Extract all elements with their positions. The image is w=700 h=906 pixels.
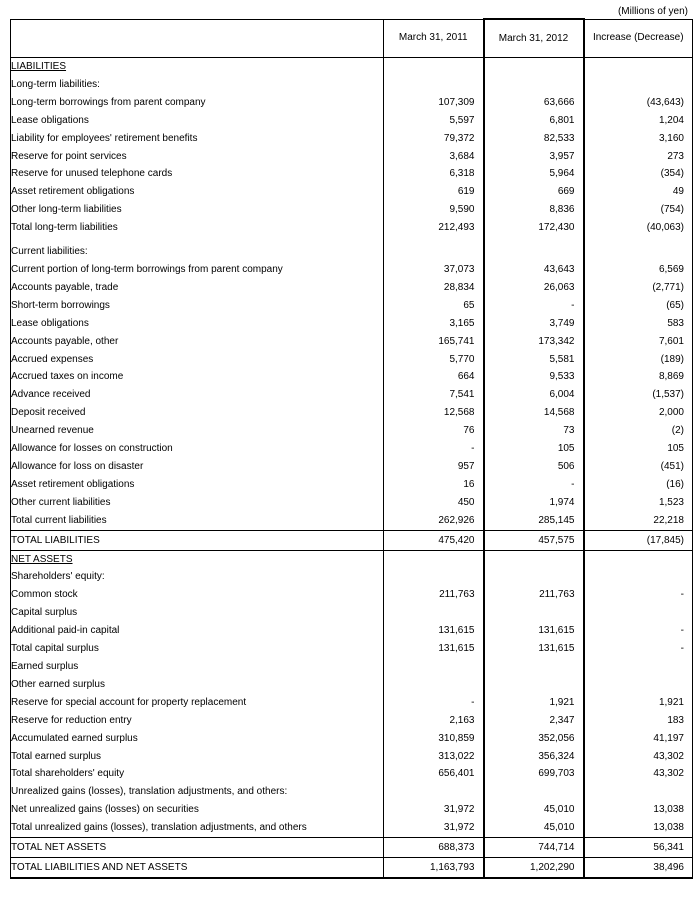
value-2012: 105 xyxy=(484,440,584,458)
group-header-row xyxy=(11,568,693,586)
value-2012: 669 xyxy=(484,183,584,201)
row-label: Other long-term liabilities xyxy=(11,201,384,219)
value-change: 49 xyxy=(584,183,693,201)
row-label: Reserve for reduction entry xyxy=(11,712,384,730)
value-2012: 1,974 xyxy=(484,494,584,512)
table-row xyxy=(11,368,693,386)
row-label: Total capital surplus xyxy=(11,640,384,658)
value-2012: 6,801 xyxy=(484,112,584,130)
value-change: (17,845) xyxy=(584,530,693,550)
table-row xyxy=(11,165,693,183)
value-change xyxy=(584,58,693,76)
value-2011: 76 xyxy=(384,422,484,440)
group-header-row xyxy=(11,658,693,676)
value-2012 xyxy=(484,243,584,261)
row-label: Net unrealized gains (losses) on securities xyxy=(11,801,384,819)
row-label: Reserve for unused telephone cards xyxy=(11,165,384,183)
table-row xyxy=(11,219,693,237)
value-2011: 688,373 xyxy=(384,838,484,858)
table-row xyxy=(11,130,693,148)
value-change: 43,302 xyxy=(584,765,693,783)
table-row xyxy=(11,622,693,640)
group-header-row xyxy=(11,604,693,622)
row-label: Allowance for losses on construction xyxy=(11,440,384,458)
value-2011: 28,834 xyxy=(384,279,484,297)
row-label: Additional paid-in capital xyxy=(11,622,384,640)
row-label: Unrealized gains (losses), translation adjustments, and others: xyxy=(11,783,384,801)
value-2012: 45,010 xyxy=(484,801,584,819)
row-label: Accounts payable, trade xyxy=(11,279,384,297)
value-2011: 475,420 xyxy=(384,530,484,550)
table-row xyxy=(11,148,693,166)
total-row xyxy=(11,838,693,858)
value-2011: 5,770 xyxy=(384,351,484,369)
value-2011: 131,615 xyxy=(384,640,484,658)
row-label: Advance received xyxy=(11,386,384,404)
table-row xyxy=(11,94,693,112)
value-2012 xyxy=(484,550,584,568)
value-2011: 131,615 xyxy=(384,622,484,640)
value-change: 22,218 xyxy=(584,512,693,530)
value-2011: 656,401 xyxy=(384,765,484,783)
value-2011: 619 xyxy=(384,183,484,201)
row-label: Shareholders' equity: xyxy=(11,568,384,586)
table-row xyxy=(11,440,693,458)
value-2011: 3,684 xyxy=(384,148,484,166)
value-2012: 699,703 xyxy=(484,765,584,783)
table-row xyxy=(11,279,693,297)
row-label: Accumulated earned surplus xyxy=(11,730,384,748)
row-label: Accrued taxes on income xyxy=(11,368,384,386)
value-2012 xyxy=(484,76,584,94)
value-change xyxy=(584,568,693,586)
value-change xyxy=(584,550,693,568)
row-label: NET ASSETS xyxy=(11,550,384,568)
header-blank xyxy=(11,19,384,58)
value-2012: 744,714 xyxy=(484,838,584,858)
table-row xyxy=(11,586,693,604)
table-row xyxy=(11,183,693,201)
table-row xyxy=(11,694,693,712)
value-change: 56,341 xyxy=(584,838,693,858)
row-label: Capital surplus xyxy=(11,604,384,622)
row-label: Current portion of long-term borrowings from parent company xyxy=(11,261,384,279)
value-change: 13,038 xyxy=(584,819,693,837)
value-2011: 450 xyxy=(384,494,484,512)
row-label: LIABILITIES xyxy=(11,58,384,76)
value-2012 xyxy=(484,58,584,76)
table-row xyxy=(11,765,693,783)
value-2012: 1,921 xyxy=(484,694,584,712)
value-2011 xyxy=(384,58,484,76)
value-2011: 79,372 xyxy=(384,130,484,148)
value-change: (65) xyxy=(584,297,693,315)
value-change: 273 xyxy=(584,148,693,166)
value-2011: 1,163,793 xyxy=(384,858,484,879)
value-2011: 12,568 xyxy=(384,404,484,422)
table-row xyxy=(11,333,693,351)
value-2012 xyxy=(484,783,584,801)
value-change: 2,000 xyxy=(584,404,693,422)
value-change: 3,160 xyxy=(584,130,693,148)
row-label: Accrued expenses xyxy=(11,351,384,369)
table-row xyxy=(11,640,693,658)
value-change: 1,204 xyxy=(584,112,693,130)
value-2011: 313,022 xyxy=(384,748,484,766)
value-2011: 664 xyxy=(384,368,484,386)
value-change xyxy=(584,676,693,694)
row-label: TOTAL LIABILITIES AND NET ASSETS xyxy=(11,858,384,879)
value-change: (16) xyxy=(584,476,693,494)
row-label: Total shareholders' equity xyxy=(11,765,384,783)
value-change: 7,601 xyxy=(584,333,693,351)
row-label: Lease obligations xyxy=(11,315,384,333)
table-row xyxy=(11,261,693,279)
value-2011: 107,309 xyxy=(384,94,484,112)
value-change: 6,569 xyxy=(584,261,693,279)
table-row xyxy=(11,112,693,130)
group-header-row xyxy=(11,676,693,694)
value-2012: 2,347 xyxy=(484,712,584,730)
value-2012: 82,533 xyxy=(484,130,584,148)
row-label: Total long-term liabilities xyxy=(11,219,384,237)
value-2012: - xyxy=(484,297,584,315)
header-increase-decrease: Increase (Decrease) xyxy=(584,19,693,58)
row-label: Reserve for point services xyxy=(11,148,384,166)
row-label: Liability for employees' retirement benefits xyxy=(11,130,384,148)
value-2011: 262,926 xyxy=(384,512,484,530)
value-2012 xyxy=(484,676,584,694)
value-2012: 5,581 xyxy=(484,351,584,369)
value-2012 xyxy=(484,658,584,676)
table-row xyxy=(11,476,693,494)
value-2012: 285,145 xyxy=(484,512,584,530)
value-2011: 16 xyxy=(384,476,484,494)
table-row xyxy=(11,712,693,730)
table-row xyxy=(11,351,693,369)
table-row xyxy=(11,458,693,476)
row-label: Reserve for special account for property replacement xyxy=(11,694,384,712)
table-row xyxy=(11,819,693,837)
section-header-row xyxy=(11,550,693,568)
value-2011: 2,163 xyxy=(384,712,484,730)
value-change: (354) xyxy=(584,165,693,183)
value-2011 xyxy=(384,76,484,94)
value-change: 1,523 xyxy=(584,494,693,512)
value-2011: 5,597 xyxy=(384,112,484,130)
table-row xyxy=(11,748,693,766)
header-march-2011: March 31, 2011 xyxy=(384,19,484,58)
value-2011 xyxy=(384,550,484,568)
header-march-2012: March 31, 2012 xyxy=(484,19,584,58)
value-2011 xyxy=(384,658,484,676)
row-label: TOTAL NET ASSETS xyxy=(11,838,384,858)
value-2011 xyxy=(384,243,484,261)
row-label: Common stock xyxy=(11,586,384,604)
value-change: 1,921 xyxy=(584,694,693,712)
value-2012: 131,615 xyxy=(484,622,584,640)
value-2012: 8,836 xyxy=(484,201,584,219)
value-change: 38,496 xyxy=(584,858,693,879)
unit-note: (Millions of yen) xyxy=(617,6,688,17)
value-2011: 7,541 xyxy=(384,386,484,404)
balance-sheet-body xyxy=(11,19,693,878)
value-change: (40,063) xyxy=(584,219,693,237)
row-label: Asset retirement obligations xyxy=(11,476,384,494)
value-2012: - xyxy=(484,476,584,494)
table-row xyxy=(11,297,693,315)
row-label: Other earned surplus xyxy=(11,676,384,694)
row-label: Total current liabilities xyxy=(11,512,384,530)
group-header-row xyxy=(11,76,693,94)
total-row xyxy=(11,858,693,879)
value-change: (1,537) xyxy=(584,386,693,404)
row-label: Allowance for loss on disaster xyxy=(11,458,384,476)
row-label: Lease obligations xyxy=(11,112,384,130)
section-header-row xyxy=(11,58,693,76)
value-change: - xyxy=(584,640,693,658)
value-change xyxy=(584,243,693,261)
value-2012: 43,643 xyxy=(484,261,584,279)
row-label: Other current liabilities xyxy=(11,494,384,512)
row-label: Unearned revenue xyxy=(11,422,384,440)
value-change: 13,038 xyxy=(584,801,693,819)
row-label: Earned surplus xyxy=(11,658,384,676)
value-2012: 73 xyxy=(484,422,584,440)
value-change xyxy=(584,783,693,801)
row-label: Asset retirement obligations xyxy=(11,183,384,201)
value-2011: 165,741 xyxy=(384,333,484,351)
value-2012 xyxy=(484,604,584,622)
value-change: 583 xyxy=(584,315,693,333)
value-change: (189) xyxy=(584,351,693,369)
value-2011: 6,318 xyxy=(384,165,484,183)
value-2012: 173,342 xyxy=(484,333,584,351)
value-2011: 212,493 xyxy=(384,219,484,237)
table-row xyxy=(11,801,693,819)
value-change xyxy=(584,658,693,676)
value-change: 105 xyxy=(584,440,693,458)
value-2011 xyxy=(384,783,484,801)
table-row xyxy=(11,315,693,333)
value-2011: - xyxy=(384,694,484,712)
value-2011 xyxy=(384,604,484,622)
group-header-row xyxy=(11,243,693,261)
value-change: 183 xyxy=(584,712,693,730)
row-label: Deposit received xyxy=(11,404,384,422)
value-change: (2) xyxy=(584,422,693,440)
value-2011: 3,165 xyxy=(384,315,484,333)
value-2012: 5,964 xyxy=(484,165,584,183)
value-2012: 3,749 xyxy=(484,315,584,333)
value-2012: 1,202,290 xyxy=(484,858,584,879)
value-2012: 14,568 xyxy=(484,404,584,422)
value-change: (2,771) xyxy=(584,279,693,297)
table-row xyxy=(11,386,693,404)
value-2012: 352,056 xyxy=(484,730,584,748)
table-row xyxy=(11,422,693,440)
value-2012: 457,575 xyxy=(484,530,584,550)
row-label: Long-term borrowings from parent company xyxy=(11,94,384,112)
value-2012: 172,430 xyxy=(484,219,584,237)
value-2012: 45,010 xyxy=(484,819,584,837)
value-2011: - xyxy=(384,440,484,458)
value-change: - xyxy=(584,622,693,640)
value-change: 43,302 xyxy=(584,748,693,766)
value-2012: 63,666 xyxy=(484,94,584,112)
value-change: (43,643) xyxy=(584,94,693,112)
group-header-row xyxy=(11,783,693,801)
row-label: Total earned surplus xyxy=(11,748,384,766)
header-row xyxy=(11,19,693,58)
value-change xyxy=(584,604,693,622)
value-2012: 506 xyxy=(484,458,584,476)
value-2011 xyxy=(384,676,484,694)
value-change: 8,869 xyxy=(584,368,693,386)
balance-sheet-table xyxy=(10,18,693,879)
value-2011: 37,073 xyxy=(384,261,484,279)
row-label: Current liabilities: xyxy=(11,243,384,261)
value-change: 41,197 xyxy=(584,730,693,748)
value-change xyxy=(584,76,693,94)
table-row xyxy=(11,494,693,512)
table-row xyxy=(11,730,693,748)
value-2011: 9,590 xyxy=(384,201,484,219)
value-2011: 957 xyxy=(384,458,484,476)
value-2012: 6,004 xyxy=(484,386,584,404)
value-change: (754) xyxy=(584,201,693,219)
value-2011: 31,972 xyxy=(384,801,484,819)
value-2012: 3,957 xyxy=(484,148,584,166)
row-label: Accounts payable, other xyxy=(11,333,384,351)
row-label: Short-term borrowings xyxy=(11,297,384,315)
table-row xyxy=(11,404,693,422)
table-row xyxy=(11,201,693,219)
value-change: - xyxy=(584,586,693,604)
value-2011: 211,763 xyxy=(384,586,484,604)
value-2012: 131,615 xyxy=(484,640,584,658)
value-change: (451) xyxy=(584,458,693,476)
value-2012: 356,324 xyxy=(484,748,584,766)
value-2011: 310,859 xyxy=(384,730,484,748)
value-2012: 26,063 xyxy=(484,279,584,297)
value-2011: 31,972 xyxy=(384,819,484,837)
value-2011 xyxy=(384,568,484,586)
row-label: TOTAL LIABILITIES xyxy=(11,530,384,550)
table-row xyxy=(11,512,693,530)
value-2012 xyxy=(484,568,584,586)
value-2011: 65 xyxy=(384,297,484,315)
value-2012: 9,533 xyxy=(484,368,584,386)
value-2012: 211,763 xyxy=(484,586,584,604)
row-label: Total unrealized gains (losses), translation adjustments, and others xyxy=(11,819,384,837)
row-label: Long-term liabilities: xyxy=(11,76,384,94)
total-row xyxy=(11,530,693,550)
